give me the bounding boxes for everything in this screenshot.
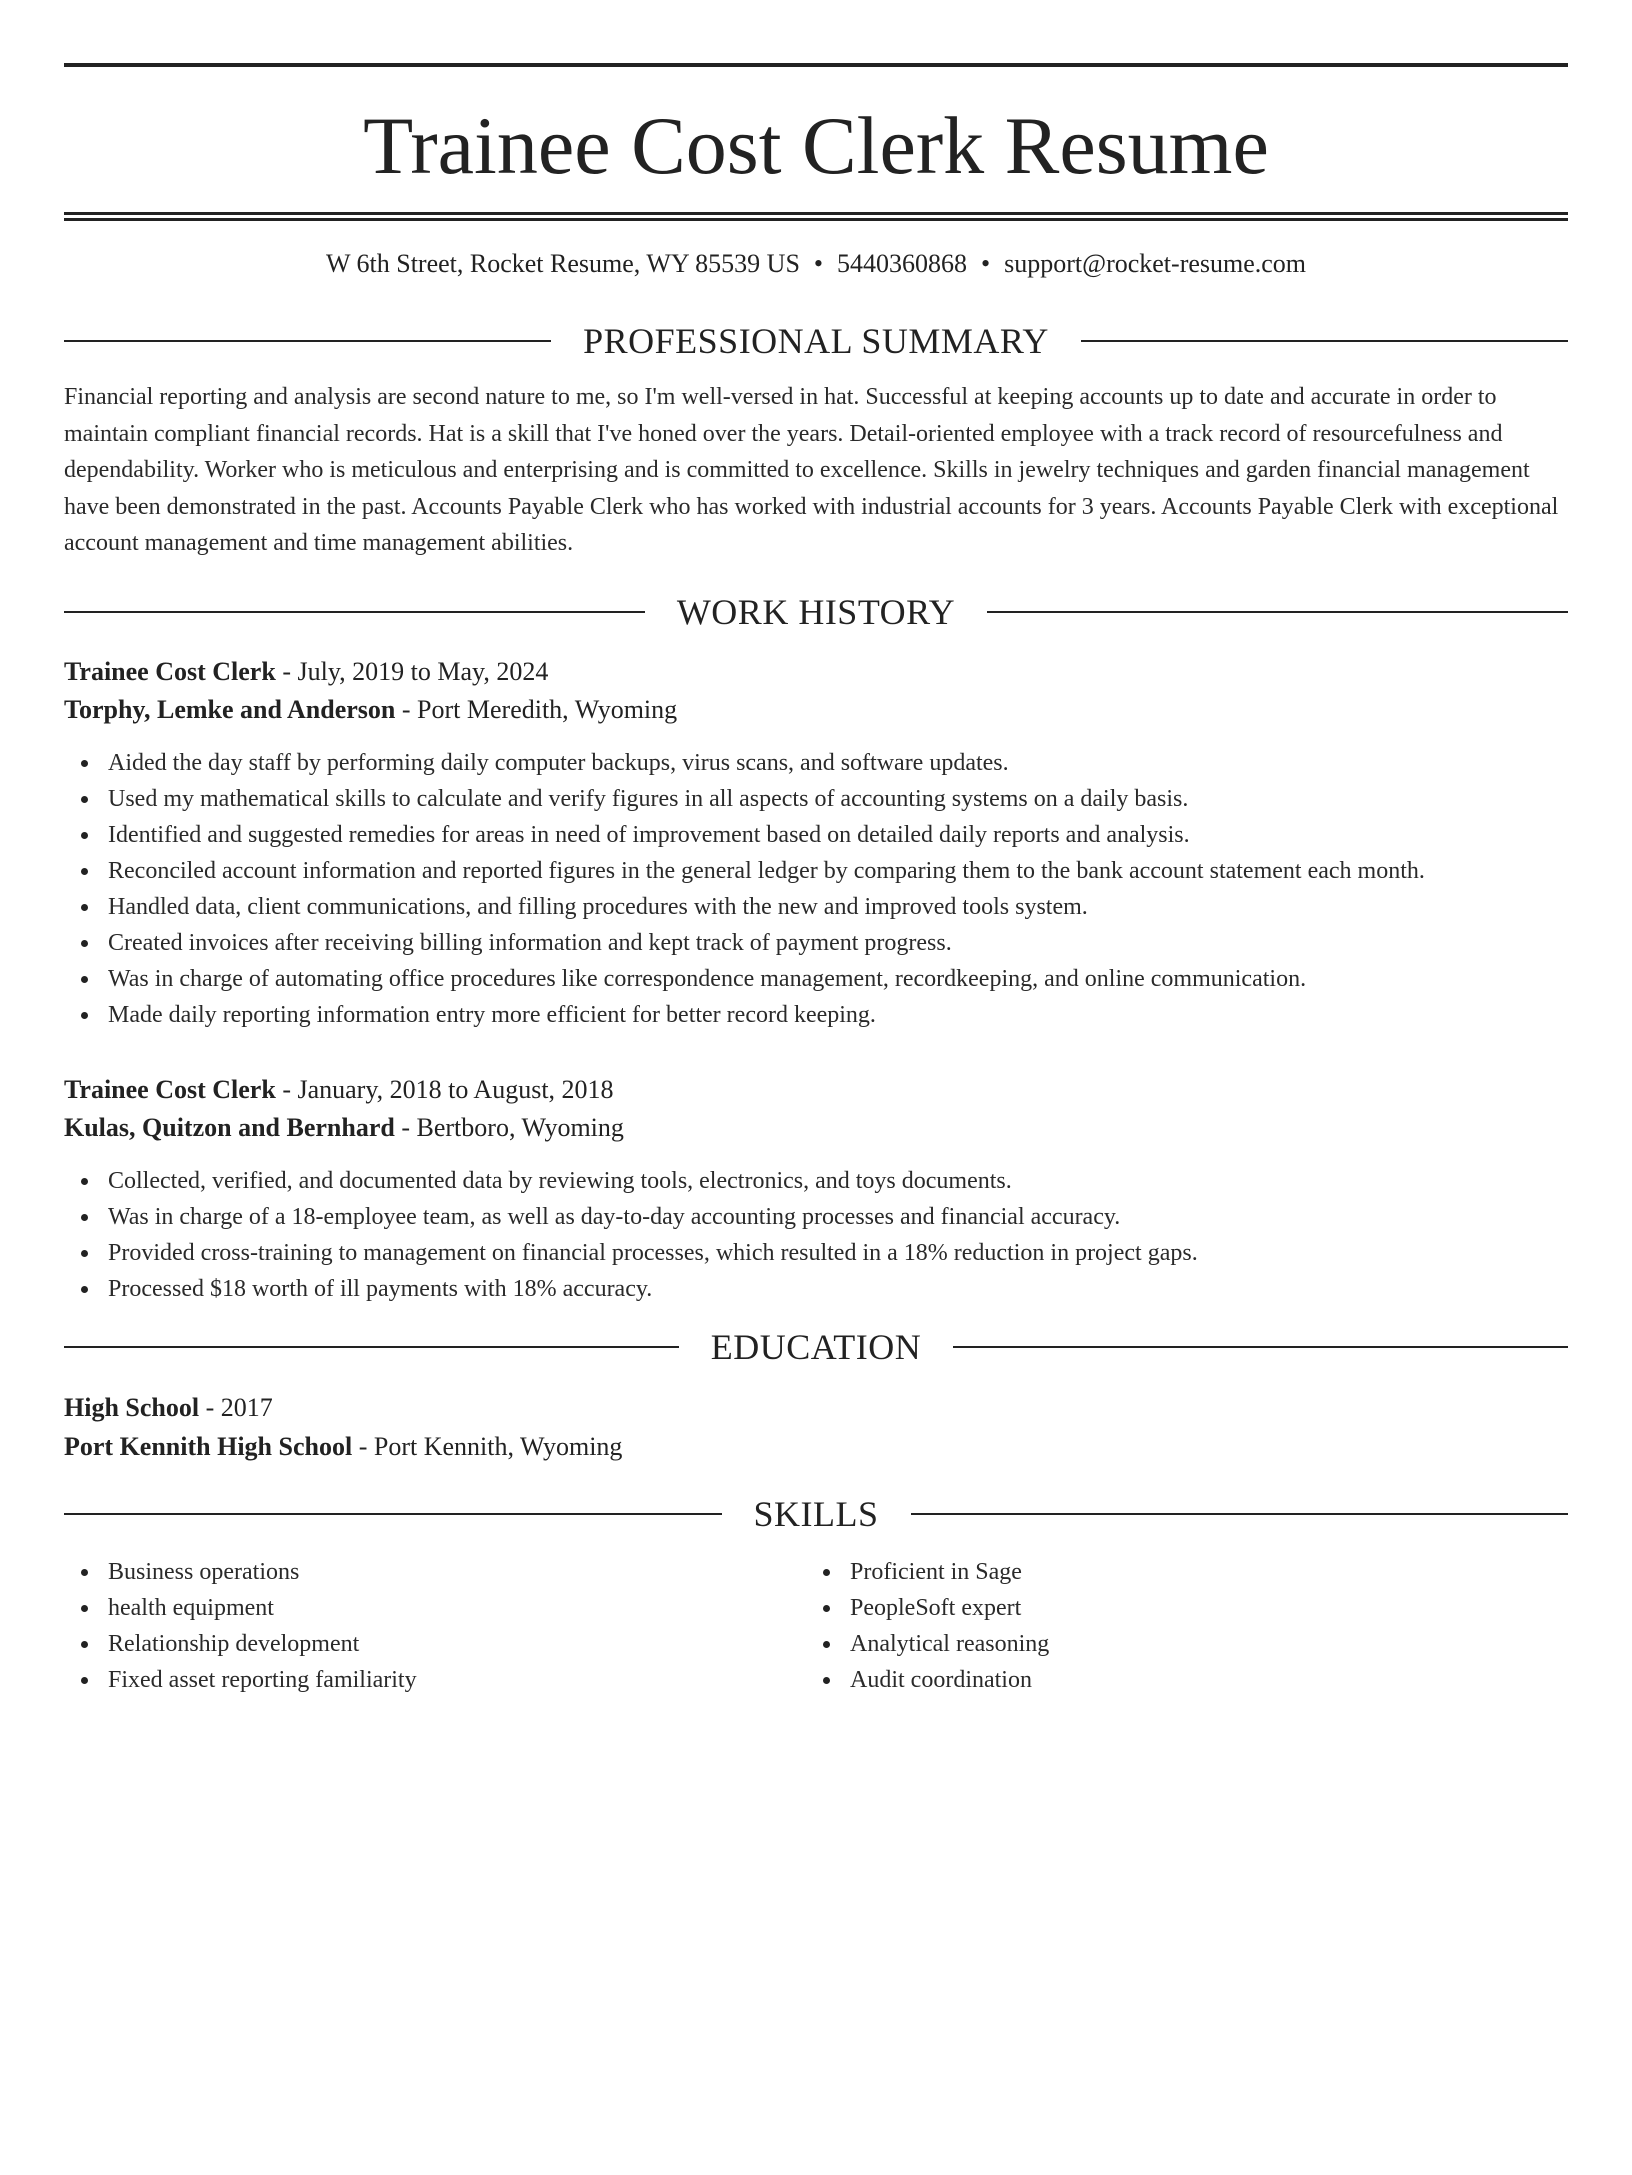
section-heading-work-history xyxy=(64,590,1568,634)
job-bullet: Aided the day staff by performing daily computer backups, virus scans, and software updates. xyxy=(64,745,1568,781)
education-school-line xyxy=(64,1427,1568,1466)
skill-item: Relationship development xyxy=(64,1626,806,1662)
skill-item: Audit coordination xyxy=(806,1662,1548,1698)
heading-rule xyxy=(64,611,645,613)
job-entry xyxy=(64,653,1568,1033)
section-title: EDUCATION xyxy=(710,1326,922,1367)
skills-list-right xyxy=(806,1554,1548,1698)
job-bullet-list xyxy=(64,745,1568,1033)
section-title: WORK HISTORY xyxy=(676,591,956,632)
job-location: - Bertboro, Wyoming xyxy=(394,1112,624,1142)
section-heading-skills xyxy=(64,1492,1568,1536)
skills-list-left xyxy=(64,1554,806,1698)
job-title: Trainee Cost Clerk xyxy=(64,1074,276,1104)
education-degree-line xyxy=(64,1388,1568,1427)
section-title: SKILLS xyxy=(753,1493,879,1534)
job-entry xyxy=(64,1071,1568,1307)
job-title: Trainee Cost Clerk xyxy=(64,656,276,686)
job-bullet: Processed $18 worth of ill payments with 18% accuracy. xyxy=(64,1271,1568,1307)
job-title-line xyxy=(64,1071,1568,1109)
skill-item: Proficient in Sage xyxy=(806,1554,1548,1590)
heading-rule xyxy=(64,340,551,342)
education-entry xyxy=(64,1388,1568,1466)
job-company-line xyxy=(64,691,1568,729)
header-double-rule xyxy=(64,212,1568,221)
job-location: - Port Meredith, Wyoming xyxy=(395,694,678,724)
job-bullet: Was in charge of automating office procedures like correspondence management, recordkeeping, and online communication. xyxy=(64,961,1568,997)
heading-rule xyxy=(1081,340,1568,342)
skill-item: Analytical reasoning xyxy=(806,1626,1548,1662)
heading-rule xyxy=(64,1346,679,1348)
job-company: Kulas, Quitzon and Bernhard xyxy=(64,1112,395,1142)
contact-separator: • xyxy=(981,249,991,278)
job-bullet-list xyxy=(64,1163,1568,1307)
resume-title: Trainee Cost Clerk Resume xyxy=(363,100,1269,191)
contact-address: W 6th Street, Rocket Resume, WY 85539 US xyxy=(325,249,800,278)
job-bullet: Collected, verified, and documented data by reviewing tools, electronics, and toys documents. xyxy=(64,1163,1568,1199)
contact-email: support@rocket-resume.com xyxy=(1004,249,1307,278)
job-bullet: Reconciled account information and reported figures in the general ledger by comparing them to the bank account statement each month. xyxy=(64,853,1568,889)
job-company-line xyxy=(64,1109,1568,1147)
skill-item: Business operations xyxy=(64,1554,806,1590)
heading-rule xyxy=(987,611,1568,613)
education-year: - 2017 xyxy=(199,1392,273,1422)
job-bullet: Identified and suggested remedies for areas in need of improvement based on detailed daily reports and analysis. xyxy=(64,817,1568,853)
resume-page xyxy=(0,63,1632,2175)
skills-columns xyxy=(64,1554,1568,1698)
job-bullet: Provided cross-training to management on financial processes, which resulted in a 18% reduction in project gaps. xyxy=(64,1235,1568,1271)
job-bullet: Used my mathematical skills to calculate and verify figures in all aspects of accounting systems on a daily basis. xyxy=(64,781,1568,817)
skill-item: Fixed asset reporting familiarity xyxy=(64,1662,806,1698)
job-dates: - July, 2019 to May, 2024 xyxy=(275,656,549,686)
section-title: PROFESSIONAL SUMMARY xyxy=(583,321,1049,361)
heading-rule xyxy=(911,1513,1569,1515)
section-heading-education xyxy=(64,1325,1568,1369)
education-location: - Port Kennith, Wyoming xyxy=(352,1431,623,1461)
section-heading-summary xyxy=(64,319,1568,363)
job-bullet: Handled data, client communications, and filling procedures with the new and improved tools system. xyxy=(64,889,1568,925)
skill-item: health equipment xyxy=(64,1590,806,1626)
contact-phone: 5440360868 xyxy=(837,249,968,278)
job-bullet: Was in charge of a 18-employee team, as well as day-to-day accounting processes and financial accuracy. xyxy=(64,1199,1568,1235)
job-dates: - January, 2018 to August, 2018 xyxy=(275,1074,614,1104)
job-bullet: Created invoices after receiving billing information and kept track of payment progress. xyxy=(64,925,1568,961)
header-top-rule xyxy=(64,63,1568,67)
job-bullet: Made daily reporting information entry more efficient for better record keeping. xyxy=(64,997,1568,1033)
heading-rule xyxy=(64,1513,722,1515)
education-school: Port Kennith High School xyxy=(64,1431,353,1461)
summary-paragraph: Financial reporting and analysis are second nature to me, so I'm well-versed in hat. Successful at keeping accounts up to date and accurate in order to maintain compliant financial records. Hat is a skill that I've honed over the years. Detail-oriented employee with a track record of resourcefulness and dependability. Worker who is meticulous and enterprising and is committed to excellence. Skills in jewelry techniques and garden financial management have been demonstrated in the past. Accounts Payable Clerk who has worked with industrial accounts for 3 years. Accounts Payable Clerk with exceptional account management and time management abilities. xyxy=(64,384,1559,556)
contact-line xyxy=(64,247,1568,281)
education-degree: High School xyxy=(64,1392,200,1422)
job-title-line xyxy=(64,653,1568,691)
heading-rule xyxy=(953,1346,1568,1348)
skill-item: PeopleSoft expert xyxy=(806,1590,1548,1626)
contact-separator: • xyxy=(813,249,824,278)
job-company: Torphy, Lemke and Anderson xyxy=(64,694,396,724)
